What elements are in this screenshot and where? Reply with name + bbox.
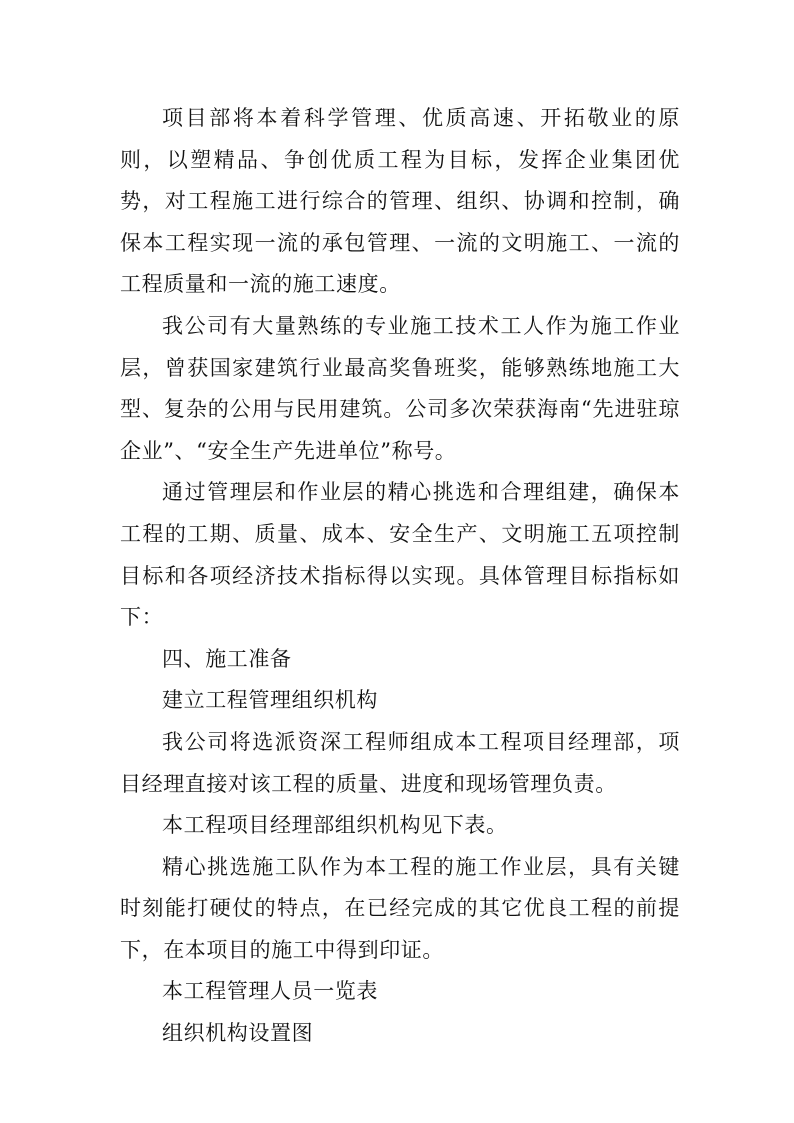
paragraph-construction-team: 精心挑选施工队作为本工程的施工作业层，具有关键时刻能打硬仗的特点，在已经完成的其它优良工程的前提下，在本项目的施工中得到印证。 — [120, 854, 680, 962]
subheading-organization: 建立工程管理组织机构 — [162, 688, 378, 713]
paragraph-control-targets: 通过管理层和作业层的精心挑选和合理组建，确保本工程的工期、质量、成本、安全生产、文明施工五项控制目标和各项经济技术指标得以实现。具体管理目标指标如下： — [120, 480, 680, 630]
caption-staff-list: 本工程管理人员一览表 — [162, 979, 378, 1004]
paragraph-company-workforce: 我公司有大量熟练的专业施工技术工人作为施工作业层，曾获国家建筑行业最高奖鲁班奖，能够熟练地施工大型、复杂的公用与民用建筑。公司多次荣获海南“先进驻琼企业”、“安全生产先进单位”称号。 — [120, 313, 680, 463]
paragraph-management-principles: 项目部将本着科学管理、优质高速、开拓敬业的原则，以塑精品、争创优质工程为目标，发挥企业集团优势，对工程施工进行综合的管理、组织、协调和控制，确保本工程实现一流的承包管理、一流的文明施工、一流的工程质量和一流的施工速度。 — [120, 106, 680, 297]
paragraph-org-table-reference: 本工程项目经理部组织机构见下表。 — [162, 813, 508, 838]
caption-org-chart: 组织机构设置图 — [162, 1021, 314, 1046]
document-body — [120, 98, 680, 1055]
paragraph-project-manager: 我公司将选派资深工程师组成本工程项目经理部，项目经理直接对该工程的质量、进度和现场管理负责。 — [120, 729, 680, 796]
section-heading-construction-preparation: 四、施工准备 — [162, 646, 292, 671]
